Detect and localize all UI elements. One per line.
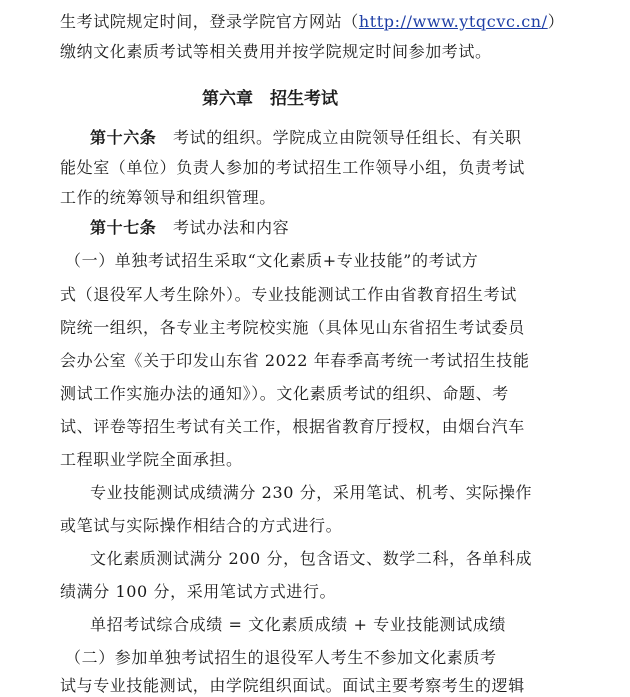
article-16-title: 第十六条: [90, 128, 157, 147]
text-line: 会办公室《关于印发山东省 2022 年春季高考统一考试招生技能: [60, 351, 530, 370]
article-16-line: [90, 127, 630, 149]
text-line: 工程职业学院全面承担。: [60, 450, 243, 469]
text-line: 工作的统筹领导和组织管理。: [60, 188, 276, 207]
text-line: 专业技能测试成绩满分 230 分，采用笔试、机考、实际操作: [90, 483, 533, 502]
article-17-title: 第十七条: [90, 218, 157, 237]
text-line: 能处室（单位）负责人参加的考试招生工作领导小组，负责考试: [60, 158, 525, 177]
text-line: 单招考试综合成绩 = 文化素质成绩 + 专业技能测试成绩: [90, 615, 506, 634]
article-17-line: [90, 217, 630, 239]
chapter-heading: 第六章 招生考试: [202, 89, 338, 109]
text-segment: 考试的组织。学院成立由院领导任组长、有关职: [156, 128, 522, 147]
text-line: 测试工作实施办法的通知》）。文化素质考试的组织、命题、考: [60, 384, 509, 403]
text-segment: ）: [547, 12, 565, 31]
text-line: 院统一组织，各专业主考院校实施（具体见山东省招生考试委员: [60, 318, 525, 337]
text-line: （二）参加单独考试招生的退役军人考生不参加文化素质考: [65, 648, 497, 667]
text-line: 试与专业技能测试，由学院组织面试。面试主要考察考生的逻辑: [60, 676, 525, 695]
text-line: （一）单独考试招生采取“文化素质+专业技能”的考试方: [65, 251, 479, 270]
text-line: 文化素质测试满分 200 分，包含语文、数学二科，各单科成: [90, 549, 533, 568]
text-line: 绩满分 100 分，采用笔试方式进行。: [60, 582, 337, 601]
text-line: [60, 11, 600, 33]
text-line: 缴纳文化素质考试等相关费用并按学院规定时间参加考试。: [60, 42, 492, 61]
text-segment: 生考试院规定时间，登录学院官方网站（: [60, 12, 359, 31]
text-line: 试、评卷等招生考试有关工作，根据省教育厅授权，由烟台汽车: [60, 417, 525, 436]
text-segment: 考试办法和内容: [156, 218, 290, 237]
website-link[interactable]: http://www.ytqcvc.cn/: [358, 12, 548, 31]
text-line: 式（退役军人考生除外）。专业技能测试工作由省教育招生考试: [60, 285, 517, 304]
text-line: 或笔试与实际操作相结合的方式进行。: [60, 516, 343, 535]
